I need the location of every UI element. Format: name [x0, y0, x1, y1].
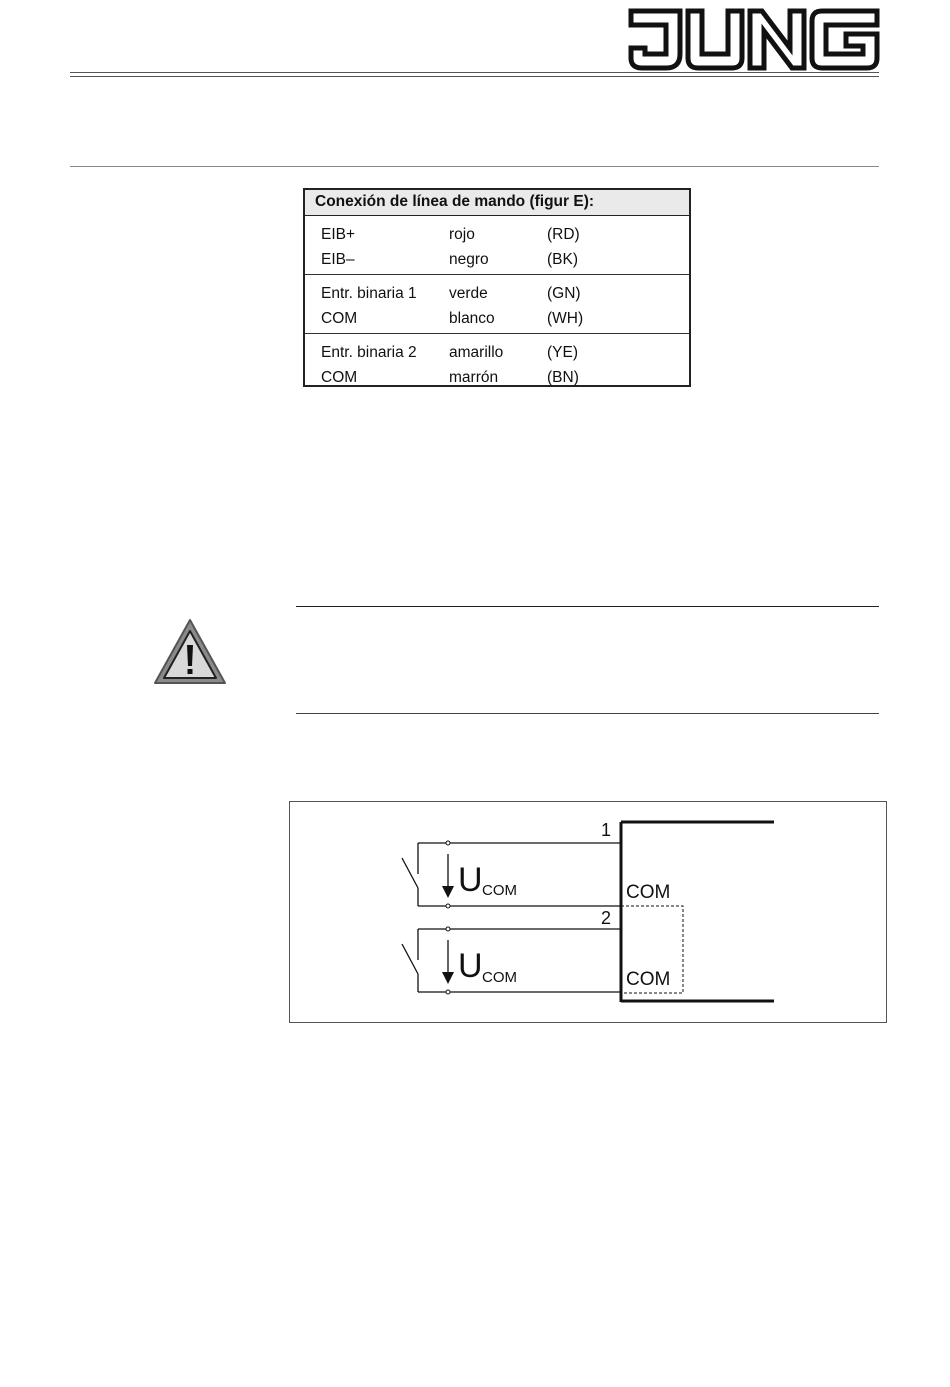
table-row: [305, 222, 689, 247]
signal-cell: COM: [321, 369, 358, 386]
table-row: [305, 340, 689, 365]
warning-triangle-icon: [152, 617, 228, 687]
terminal-dot: [446, 990, 450, 994]
connection-table: [303, 188, 691, 387]
signal-cell: EIB+: [321, 226, 356, 243]
wire-color-cell: marrón: [449, 369, 499, 386]
voltage-label-2-main: U: [458, 947, 483, 985]
table-row: [305, 281, 689, 306]
voltage-arrow-1-head: [442, 886, 454, 898]
signal-cell: COM: [321, 310, 358, 327]
wire-color-cell: blanco: [449, 310, 495, 327]
wire-color-cell: negro: [449, 251, 489, 268]
voltage-label-1-sub: COM: [482, 882, 517, 899]
wiring-diagram: [289, 801, 887, 1023]
color-code-cell: (WH): [547, 310, 584, 327]
wiring-diagram-svg: [290, 802, 888, 1024]
wire-color-cell: rojo: [449, 226, 475, 243]
connection-group-input-2: [305, 334, 689, 392]
color-code-cell: (GN): [547, 285, 581, 302]
switch-2-lever: [402, 944, 418, 974]
section-divider: [70, 166, 879, 167]
switch-1-lever: [402, 858, 418, 888]
signal-cell: EIB–: [321, 251, 355, 268]
voltage-label-2-sub: COM: [482, 969, 517, 986]
voltage-label-1-main: U: [458, 861, 483, 899]
terminal-dot: [446, 927, 450, 931]
jung-logo: [628, 8, 880, 72]
color-code-cell: (YE): [547, 344, 578, 361]
table-row: [305, 365, 689, 390]
terminal-1-label: 1: [601, 820, 612, 840]
warning-rule-top: [296, 606, 879, 607]
color-code-cell: (BK): [547, 251, 578, 268]
connection-group-input-1: [305, 275, 689, 334]
connection-table-title: Conexión de línea de mando (figur E):: [305, 190, 689, 216]
wire-color-cell: amarillo: [449, 344, 504, 361]
warning-rule-bottom: [296, 713, 879, 714]
header-rule: [70, 72, 879, 77]
terminal-dot: [446, 841, 450, 845]
table-row: [305, 306, 689, 331]
signal-cell: Entr. binaria 1: [321, 285, 417, 302]
color-code-cell: (RD): [547, 226, 580, 243]
signal-cell: Entr. binaria 2: [321, 344, 417, 361]
color-code-cell: (BN): [547, 369, 579, 386]
terminal-2-label: 2: [601, 908, 612, 928]
wire-color-cell: verde: [449, 285, 488, 302]
com-label-1: COM: [626, 882, 671, 903]
terminal-dot: [446, 904, 450, 908]
voltage-arrow-2-head: [442, 972, 454, 984]
com-label-2: COM: [626, 969, 671, 990]
table-row: [305, 247, 689, 272]
connection-group-eib: [305, 216, 689, 275]
